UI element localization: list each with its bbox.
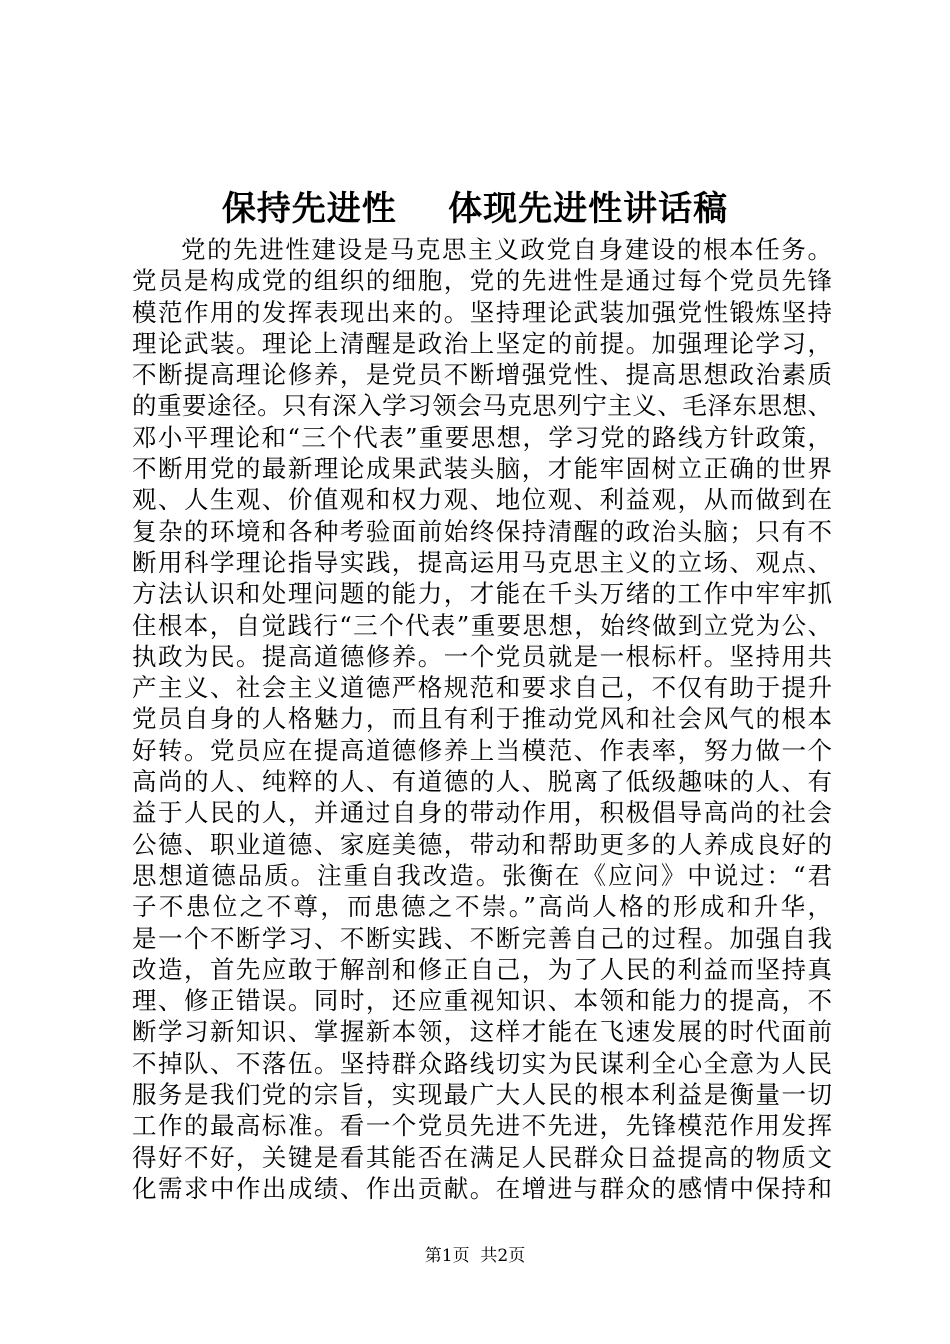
text-line: 高尚的人、纯粹的人、有道德的人、脱离了低级趣味的人、有	[132, 767, 832, 797]
text-line: 思想道德品质。注重自我改造。张衡在《应问》中说过：“君	[132, 860, 832, 890]
text-line: 不掉队、不落伍。坚持群众路线切实为民谋利全心全意为人民	[132, 1048, 832, 1078]
text-line: 产主义、社会主义道德严格规范和要求自己，不仅有助于提升	[132, 673, 832, 703]
text-line: 服务是我们党的宗旨，实现最广大人民的根本利益是衡量一切	[132, 1080, 832, 1110]
text-line: 益于人民的人，并通过自身的带动作用，积极倡导高尚的社会	[132, 798, 832, 828]
text-line: 得好不好，关键是看其能否在满足人民群众日益提高的物质文	[132, 1142, 832, 1172]
text-line: 住根本，自觉践行“三个代表”重要思想，始终做到立党为公、	[132, 610, 832, 640]
text-line: 的重要途径。只有深入学习领会马克思列宁主义、毛泽东思想、	[132, 391, 832, 421]
text-line: 是一个不断学习、不断实践、不断完善自己的过程。加强自我	[132, 923, 832, 953]
body-paragraph	[132, 234, 832, 1204]
text-line: 观、人生观、价值观和权力观、地位观、利益观，从而做到在	[132, 485, 832, 515]
text-line: 好转。党员应在提高道德修养上当模范、作表率，努力做一个	[132, 735, 832, 765]
text-line: 公德、职业道德、家庭美德，带动和帮助更多的人养成良好的	[132, 829, 832, 859]
text-line: 不断提高理论修养，是党员不断增强党性、提高思想政治素质	[132, 360, 832, 390]
page-footer: 第1页 共2页	[424, 1246, 526, 1266]
text-line: 断学习新知识、掌握新本领，这样才能在飞速发展的时代面前	[132, 1017, 832, 1047]
text-line: 模范作用的发挥表现出来的。坚持理论武装加强党性锻炼坚持	[132, 297, 832, 327]
text-line: 断用科学理论指导实践，提高运用马克思主义的立场、观点、	[132, 547, 832, 577]
text-line: 方法认识和处理问题的能力，才能在千头万绪的工作中牢牢抓	[132, 579, 832, 609]
text-line: 子不患位之不尊，而患德之不崇。”高尚人格的形成和升华，	[132, 892, 832, 922]
document-title: 保持先进性 体现先进性讲话稿	[221, 189, 729, 229]
text-line: 执政为民。提高道德修养。一个党员就是一根标杆。坚持用共	[132, 641, 832, 671]
text-line: 复杂的环境和各种考验面前始终保持清醒的政治头脑；只有不	[132, 516, 832, 546]
text-line: 邓小平理论和“三个代表”重要思想，学习党的路线方针政策，	[132, 422, 832, 452]
text-line: 不断用党的最新理论成果武装头脑，才能牢固树立正确的世界	[132, 454, 832, 484]
text-line: 党员是构成党的组织的细胞，党的先进性是通过每个党员先锋	[132, 266, 832, 296]
text-line: 党员自身的人格魅力，而且有利于推动党风和社会风气的根本	[132, 704, 832, 734]
text-line: 工作的最高标准。看一个党员先进不先进，先锋模范作用发挥	[132, 1111, 832, 1141]
text-line: 理论武装。理论上清醒是政治上坚定的前提。加强理论学习，	[132, 328, 832, 358]
text-line: 化需求中作出成绩、作出贡献。在增进与群众的感情中保持和	[132, 1173, 832, 1203]
text-line: 党的先进性建设是马克思主义政党自身建设的根本任务。	[181, 235, 832, 264]
text-line: 改造，首先应敢于解剖和修正自己，为了人民的利益而坚持真	[132, 954, 832, 984]
text-line: 理、修正错误。同时，还应重视知识、本领和能力的提高，不	[132, 986, 832, 1016]
